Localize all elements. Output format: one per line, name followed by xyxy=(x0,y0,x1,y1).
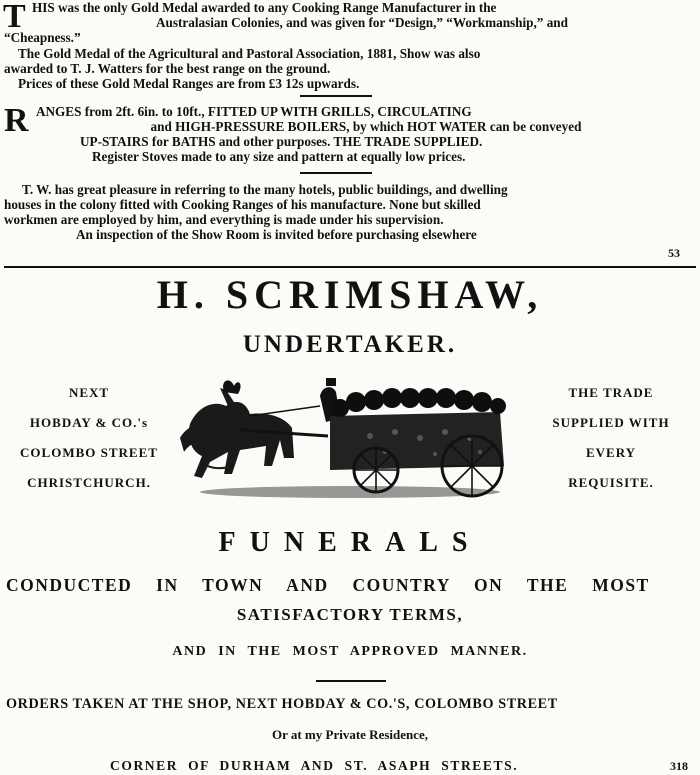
conducted-line1: CONDUCTED IN TOWN AND COUNTRY ON THE MOST xyxy=(6,575,650,595)
para2-line2: awarded to T. J. Watters for the best range on the ground. xyxy=(4,61,331,76)
trade-right-line1: THE TRADE xyxy=(568,385,654,400)
funerals-heading: FUNERALS xyxy=(218,527,482,558)
short-rule-3 xyxy=(316,680,386,682)
trade-title: UNDERTAKER. xyxy=(242,331,458,358)
para4-line1: T. W. has great pleasure in referring to the many hotels, public buildings, and dwelling xyxy=(22,182,508,197)
address-left xyxy=(0,378,178,498)
address-left-line2: HOBDAY & CO.'s xyxy=(29,415,149,430)
address-left-line4: CHRISTCHURCH. xyxy=(27,475,151,490)
conducted-line2: SATISFACTORY TERMS, xyxy=(236,605,464,624)
para1-line1: HIS was the only Gold Medal awarded to any Cooking Range Manufacturer in the xyxy=(32,0,497,15)
advertiser-name: H. SCRIMSHAW, xyxy=(156,272,544,317)
trade-right-line3: EVERY xyxy=(585,445,637,460)
approved-manner: AND IN THE MOST APPROVED MANNER. xyxy=(172,644,528,659)
para2-line3: Prices of these Gold Medal Ranges are from £3 12s upwards. xyxy=(18,76,360,91)
address-left-line3: COLOMBO STREET xyxy=(20,445,158,460)
para4-line3: workmen are employed by him, and everything is made under his supervision. xyxy=(4,212,444,227)
para4-line2: houses in the colony fitted with Cooking Ranges of his manufacture. None but skilled xyxy=(4,197,481,212)
short-rule-2 xyxy=(300,172,372,174)
para3-line2: and HIGH-PRESSURE BOILERS, by which HOT WATER can be conveyed xyxy=(150,119,582,134)
para3-line4: Register Stoves made to any size and pattern at equally low prices. xyxy=(92,149,466,164)
page-number-top: 53 xyxy=(668,246,680,260)
trade-right-line4: REQUISITE. xyxy=(568,475,654,490)
corner-address: CORNER OF DURHAM AND ST. ASAPH STREETS. xyxy=(110,758,519,773)
address-left-line1: NEXT xyxy=(68,385,110,400)
trade-right-line2: SUPPLIED WITH xyxy=(552,415,670,430)
private-residence: Or at my Private Residence, xyxy=(271,727,429,742)
para1-line3: “Cheapness.” xyxy=(4,30,81,45)
hearse-illustration xyxy=(180,366,520,502)
para2-line1: The Gold Medal of the Agricultural and Pastoral Association, 1881, Show was also xyxy=(18,46,481,61)
para3-line1: ANGES from 2ft. 6in. to 10ft., FITTED UP WITH GRILLS, CIRCULATING xyxy=(36,104,472,119)
divider-rule xyxy=(4,266,696,268)
dropcap-t: T xyxy=(3,0,26,35)
orders-line: ORDERS TAKEN AT THE SHOP, NEXT HOBDAY & CO.'S, COLOMBO STREET xyxy=(6,696,558,712)
trade-notice-right xyxy=(522,378,700,498)
page-number-bottom: 318 xyxy=(670,759,688,773)
para3-line3: UP-STAIRS for BATHS and other purposes. THE TRADE SUPPLIED. xyxy=(80,134,483,149)
short-rule-1 xyxy=(300,95,372,97)
para1-line2: Australasian Colonies, and was given for “Design,” “Workmanship,” and xyxy=(156,15,568,30)
para4-line4: An inspection of the Show Room is invited before purchasing elsewhere xyxy=(76,227,477,242)
dropcap-r: R xyxy=(4,102,29,139)
